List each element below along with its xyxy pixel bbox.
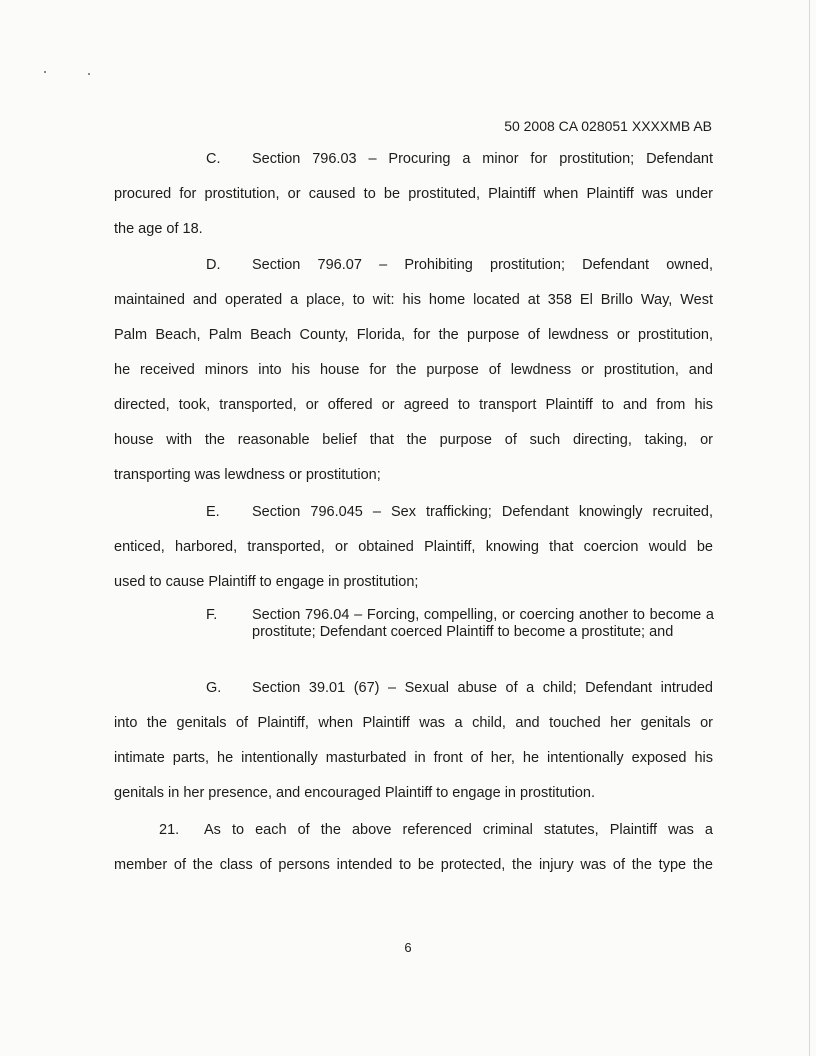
item-d-line: he received minors into his house for the purpose of lewdness or prostitution, and [114,362,713,378]
item-g-line: intimate parts, he intentionally masturbated in front of her, he intentionally exposed his [114,750,713,766]
item-c-line: the age of 18. [114,221,203,237]
paragraph-number: 21. [159,822,180,838]
item-f-text: Section 796.04 – Forcing, compelling, or coercing another to become a prostitute; Defendant coerced Plaintiff to become a prostitute; and [252,607,714,640]
item-d-line: maintained and operated a place, to wit: his home located at 358 El Brillo Way, West [114,292,713,308]
item-g-line: into the genitals of Plaintiff, when Plaintiff was a child, and touched her genitals or [114,715,713,731]
scan-speck [44,71,46,73]
item-label-d: D. [206,257,221,273]
paragraph-21-line: As to each of the above referenced criminal statutes, Plaintiff was a [204,822,713,838]
item-label-f: F. [206,607,218,623]
item-c-line: Section 796.03 – Procuring a minor for prostitution; Defendant [252,151,713,167]
item-g-line: genitals in her presence, and encouraged Plaintiff to engage in prostitution. [114,785,595,801]
item-e-line: enticed, harbored, transported, or obtained Plaintiff, knowing that coercion would be [114,539,713,555]
item-g-line: Section 39.01 (67) – Sexual abuse of a child; Defendant intruded [252,680,713,696]
item-label-c: C. [206,151,221,167]
paragraph-21-line: member of the class of persons intended to be protected, the injury was of the type the [114,857,713,873]
scan-speck [88,73,90,75]
page-number: 6 [404,940,412,955]
item-e-line: Section 796.045 – Sex trafficking; Defendant knowingly recruited, [252,504,713,520]
item-e-line: used to cause Plaintiff to engage in prostitution; [114,574,419,590]
item-d-line: Palm Beach, Palm Beach County, Florida, for the purpose of lewdness or prostitution, [114,327,713,343]
item-d-line: Section 796.07 – Prohibiting prostitution; Defendant owned, [252,257,713,273]
item-label-g: G. [206,680,222,696]
item-label-e: E. [206,504,220,520]
scan-edge [809,0,810,1056]
item-d-line: house with the reasonable belief that the purpose of such directing, taking, or [114,432,713,448]
item-d-line: directed, took, transported, or offered or agreed to transport Plaintiff to and from his [114,397,713,413]
item-d-line: transporting was lewdness or prostitution; [114,467,381,483]
item-c-line: procured for prostitution, or caused to be prostituted, Plaintiff when Plaintiff was under [114,186,713,202]
case-number: 50 2008 CA 028051 XXXXMB AB [504,118,712,134]
